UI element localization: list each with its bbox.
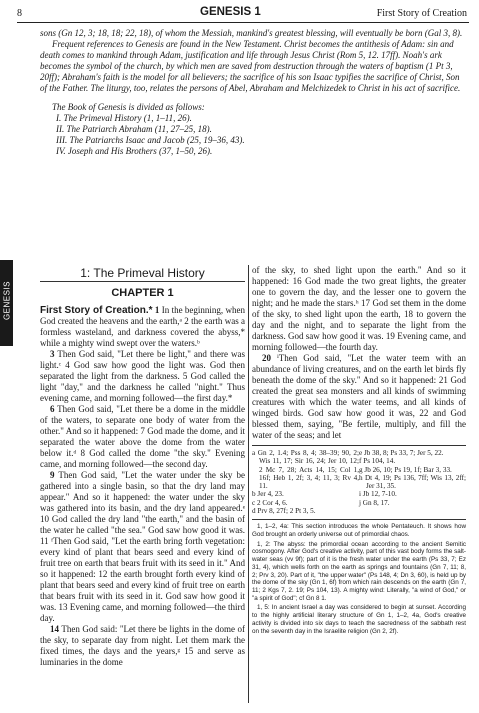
right-column	[252, 265, 466, 637]
division-item: II. The Patriarch Abraham (11, 27–25, 18).	[56, 124, 212, 134]
book-side-tab	[0, 260, 13, 346]
cross-ref-item: h Dt 4, 19; Ps 136, 7ff; Wis 13, 2ff; Jer 31, 35.	[359, 473, 466, 491]
verse-text: Then God said: "Let there be lights in the dome of the sky, to separate day from night. Let them mark the fixed times, the days and the years,ᵍ 15 and serve as luminaries in the dome	[40, 624, 245, 667]
verse-paragraph	[40, 404, 245, 470]
footnote: 1, 1–2, 4a: This section introduces the whole Pentateuch. It shows how God brought an orderly universe out of primordial chaos.	[252, 523, 466, 539]
part-title: 1: The Primeval History	[80, 266, 205, 280]
notes-rule	[252, 519, 466, 520]
division-item: IV. Joseph and His Brothers (37, 1–50, 26).	[56, 146, 213, 156]
introduction	[40, 28, 467, 157]
cross-reference-rule	[252, 445, 466, 446]
division-intro: The Book of Genesis is divided as follows:	[52, 102, 205, 112]
cross-ref-column	[252, 449, 359, 515]
cross-ref-item: c 2 Cor 4, 6.	[252, 498, 288, 507]
verse-paragraph	[40, 470, 245, 624]
running-head-section: First Story of Creation	[376, 8, 467, 19]
cross-references	[252, 449, 466, 515]
division-item: III. The Patriarchs Isaac and Jacob (25, 19–36, 43).	[56, 135, 245, 145]
side-tab-label: GENESIS	[2, 280, 12, 321]
page-number: 8	[17, 8, 22, 19]
section-heading: First Story of Creation.*	[40, 305, 153, 316]
cross-ref-column	[359, 449, 466, 515]
cross-ref-item: b Jer 4, 23.	[252, 490, 284, 499]
verse-number: 1	[154, 305, 160, 315]
intro-paragraph: sons (Gn 12, 3; 18, 18; 22, 18), of whom the Messiah, mankind's greatest blessing, will eventually be born (Gal 3, 8).	[40, 28, 463, 38]
verse-number: 6	[50, 404, 55, 414]
verse-text: Then God said, "Let there be a dome in the middle of the waters, to separate one body of water from the other." And so it happened: 7 God made the dome, and it separated the water above the dome from the water below it.ᵈ 8 God called the dome "the sky." Evening came, and morning followed—the second day.	[40, 404, 245, 469]
division-list	[40, 113, 467, 157]
header-rule	[17, 22, 469, 23]
verse-paragraph	[252, 265, 466, 353]
footnote: 1, 2: The abyss: the primordial ocean according to the ancient Semitic cosmogony. After God's creative activity, part of this vast body forms the salt-water seas (vv 9f); part of it is the fresh water under the earth (Ps 33, 7; Ez 31, 4), which wells forth on the earth as springs and fountains (Gn 7, 11; 8, 2; Prv 3, 20). Part of it, "the upper water" (Ps 148, 4; Dn 3, 60), is held up by the dome of the sky (Gn 1, 6f) from which rain descends on the earth (Gn 7, 11; 2 Kgs 7, 2. 19; Ps 104, 13). A mighty wind: Literally, "a wind of God," or "a spirit of God"; cf Gn 8 1.	[252, 540, 466, 602]
verse-paragraph	[40, 305, 245, 349]
verse-text: In the beginning, when God created the heavens and the earth,ᵃ 2 the earth was a formless wasteland, and darkness covered the abyss,* while a mighty wind swept over the waters.ᵇ	[40, 305, 246, 348]
verse-text: Then God said, "Let there be light," and there was light.ᶜ 4 God saw how good the light was. God then separated the light from the darkness. 5 God called the light "day," and the darkness he called "night." Thus evening came, and morning followed—the first day.*	[40, 349, 245, 403]
column-divider	[248, 265, 249, 703]
verse-number: 14	[50, 624, 59, 634]
left-column	[40, 265, 245, 668]
verse-text: ⁱThen God said, "Let the water teem with an abundance of living creatures, and on the earth let birds fly beneath the dome of the sky." And so it happened: 21 God created the great sea monsters and all kinds of swimming creatures with which the water teems, and all kinds of winged birds. God saw how good it was, 22 and God blessed them, saying, "Be fertile, multiply, and fill the water of the seas; and let	[252, 353, 466, 440]
cross-ref-item: g Jb 26, 10; Ps 19, 1f; Bar 3, 33.	[359, 465, 452, 474]
verse-paragraph	[40, 349, 245, 404]
cross-ref-item: e Jb 38, 8; Ps 33, 7; Jer 5, 22.	[359, 449, 444, 457]
verse-number: 9	[50, 470, 55, 480]
verse-paragraph	[40, 624, 245, 668]
verse-number: 20	[262, 353, 271, 363]
cross-ref-item: i Jb 12, 7-10.	[359, 490, 397, 499]
cross-ref-item: j Gn 8, 17.	[359, 498, 390, 507]
intro-paragraph: Frequent references to Genesis are found in the New Testament. Christ becomes the antithesis of Adam: sin and death comes to mankind through Adam, justification and life through Jesus Christ (Rom 5, 12. 17ff). Noah's ark becomes the symbol of the church, by which men are saved from destruction through the waters of baptism (1 Pt 3, 20ff); Abraham's faith is the model for all believers; the sacrifice of his son Isaac typifies the sacrifice of Christ, Son of the Father. The liturgy, too, relates the persons of Abel, Abraham and Melchizedek to Christ in his act of sacrifice.	[40, 39, 461, 93]
verse-text: of the sky, to shed light upon the earth." And so it happened: 16 God made the two great lights, the greater one to govern the day, and the lesser one to govern the night; and he made the stars.ʰ 17 God set them in the dome of the sky, to shed light upon the earth, 18 to govern the day and the night, and to separate the light from the darkness. God saw how good it was. 19 Evening came, and morning followed—the fourth day.	[252, 265, 466, 352]
chapter-heading: CHAPTER 1	[111, 287, 174, 299]
part-rule	[40, 281, 245, 282]
division-item: I. The Primeval History (1, 1–11, 26).	[56, 113, 192, 123]
cross-ref-item: f Ps 104, 14.	[359, 457, 396, 466]
cross-ref-item: d Prv 8, 27f; 2 Pt 3, 5.	[252, 507, 316, 516]
verse-paragraph	[252, 353, 466, 441]
cross-ref-item: a Gn 2, 1.4; Pss 8, 4; 38–39; 90, 2; Wis 11, 17; Sir 16, 24; Jer 10, 12; 2 Mc 7, 28; Acts 14, 15; Col 1, 16f; Heb 1, 2f; 3, 4; 11, 3; Rv 4, 11.	[252, 449, 359, 491]
footnotes	[252, 523, 466, 635]
verse-text: Then God said, "Let the water under the sky be gathered into a single basin, so that the dry land may appear." And so it happened: the water under the sky was gathered into its basin, and the dry land appeared.ᵉ 10 God called the dry land "the earth," and the basin of the water he called "the sea." God saw how good it was. 11 ᶠThen God said, "Let the earth bring forth vegetation: every kind of plant that bears seed and every kind of fruit tree on earth that bears fruit with its seed in it." And so it happened: 12 the earth brought forth every kind of plant that bears seed and every kind of fruit tree on earth that bears fruit with its seed in it. God saw how good it was. 13 Evening came, and morning followed—the third day.	[40, 470, 245, 623]
footnote: 1, 5: In ancient Israel a day was considered to begin at sunset. According to the highly artificial literary structure of Gn 1, 1–2, 4a, God's creative activity is divided into six days to teach the sacredness of the sabbath rest on the seventh day in the Israelite religion (Gn 2, 2f).	[252, 604, 466, 635]
running-head-book: GENESIS 1	[200, 6, 261, 18]
verse-number: 3	[50, 349, 55, 359]
